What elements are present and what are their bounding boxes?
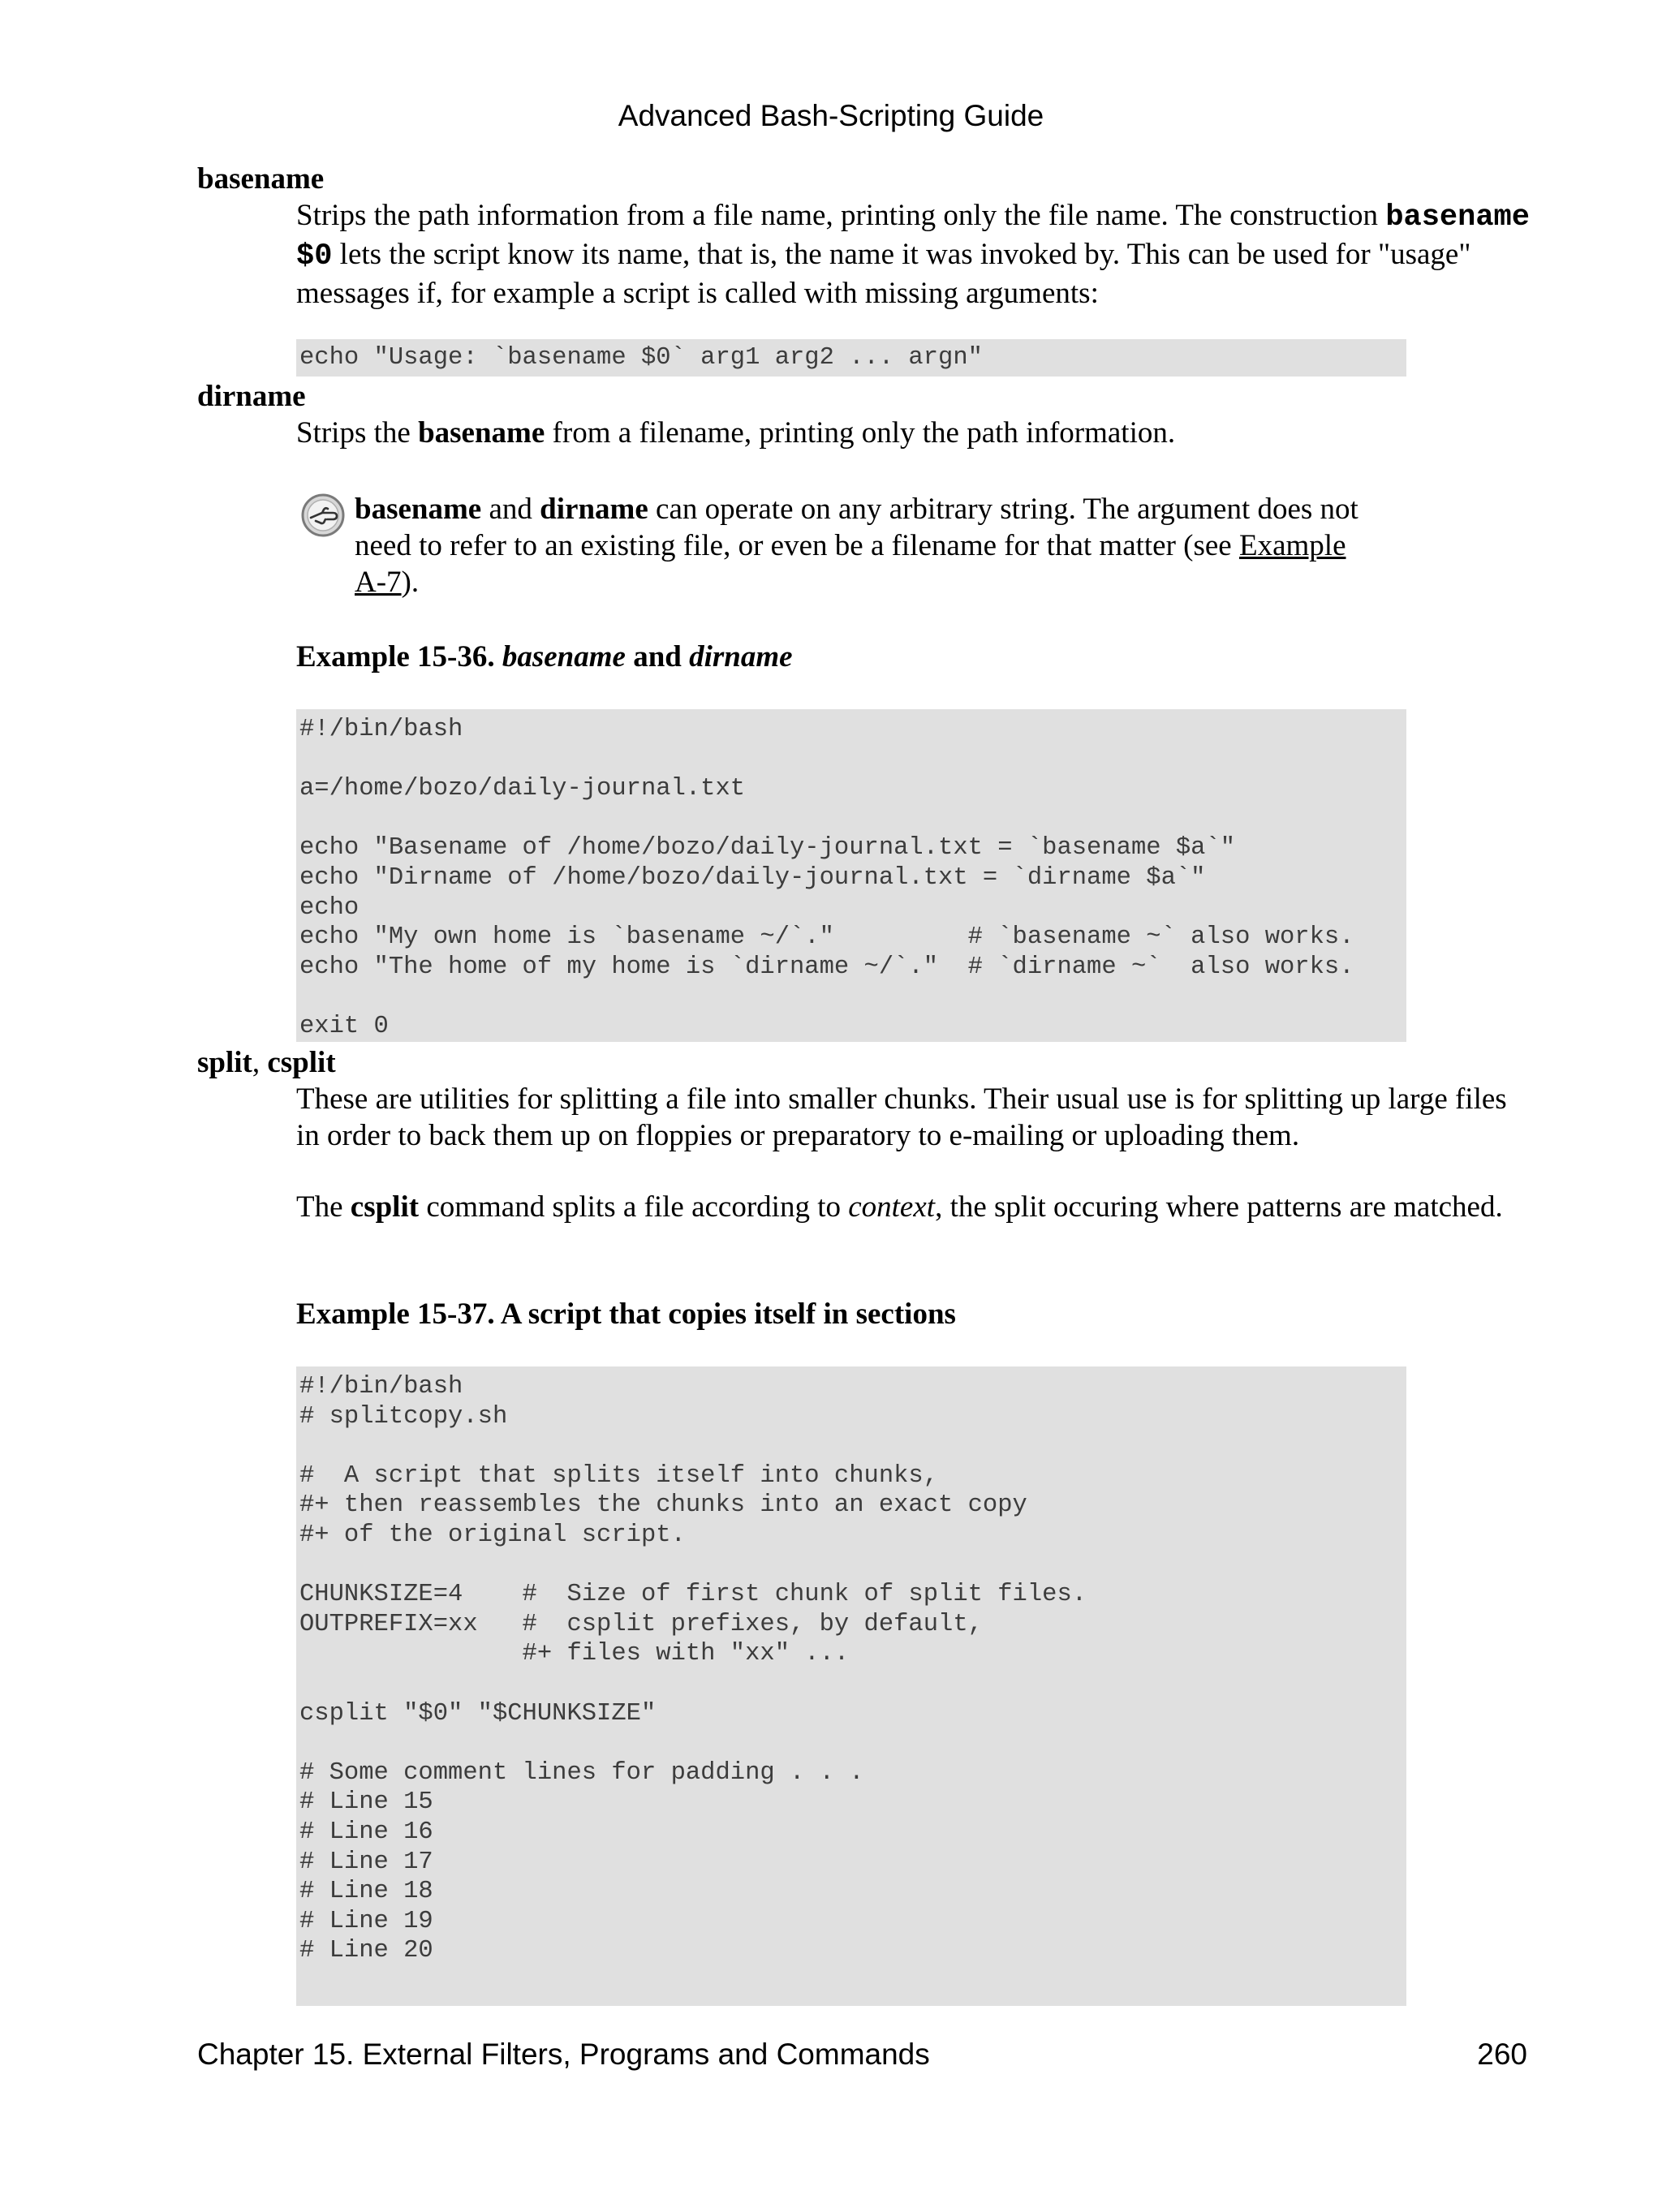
page-header: Advanced Bash-Scripting Guide	[618, 99, 1044, 132]
example-15-36-italic-dirname: dirname	[689, 640, 793, 673]
term-basename: basename	[197, 162, 325, 196]
note-bold-dirname: dirname	[540, 493, 648, 526]
example-15-36-label: Example 15-36.	[296, 640, 502, 673]
csplit-desc-italic: context	[848, 1190, 936, 1224]
split-description: These are utilities for splitting a file into smaller chunks. Their usual use is for splitting up large files in order to back them up on floppies or preparatory to e-mailing or uploading them.	[296, 1082, 1507, 1152]
note-text-and: and	[481, 493, 540, 526]
csplit-desc-bold: csplit	[350, 1190, 420, 1224]
basename-description	[296, 197, 1530, 312]
dirname-desc-text-1: Strips the	[296, 416, 419, 450]
term-separator: ,	[252, 1046, 268, 1079]
example-a7-link[interactable]: Example A-7	[355, 529, 1346, 599]
term-split-csplit	[197, 1044, 336, 1082]
note-text-end: ).	[401, 566, 420, 599]
csplit-desc-text-1: The	[296, 1190, 351, 1224]
example-15-37-code: #!/bin/bash # splitcopy.sh # A script that splits itself into chunks, #+ then reassembles the chunks into an exact copy #+ of the original script. CHUNKSIZE=4 # Size of first chunk of split files. OUTPREFIX=xx # csplit prefixes, by default, #+ files with "xx" ... csplit "$0" "$CHUNKSIZE" # Some comment lines for padding . . . # Line 15 # Line 16 # Line 17 # Line 18 # Line 19 # Line 20	[296, 1366, 1406, 2006]
dirname-desc-text-2: from a filename, printing only the path information.	[545, 416, 1176, 450]
note-bold-basename: basename	[355, 493, 482, 526]
example-15-36-code: #!/bin/bash a=/home/bozo/daily-journal.txt echo "Basename of /home/bozo/daily-journal.txt = `basename $a`" echo "Dirname of /home/bozo/daily-journal.txt = `dirname $a`" echo echo "My own home is `basename ~/`." # `basename ~` also works. echo "The home of my home is `dirname ~/`." # `dirname ~` also works. exit 0	[296, 709, 1406, 1042]
footer-chapter: Chapter 15. External Filters, Programs and Commands	[197, 2038, 930, 2071]
basename-desc-text-2: lets the script know its name, that is, the name it was invoked by. This can be used for "usage" messages if, for example a script is called with missing arguments:	[296, 238, 1471, 310]
note-text	[355, 491, 1377, 600]
basename-usage-code: echo "Usage: `basename $0` arg1 arg2 ... argn"	[296, 339, 1406, 377]
note-hand-icon	[300, 493, 346, 538]
example-15-36-title	[296, 639, 793, 676]
term-csplit: csplit	[267, 1046, 336, 1079]
csplit-desc-text-3: , the split occuring where patterns are matched.	[935, 1190, 1503, 1224]
term-split: split	[197, 1046, 252, 1079]
note-text-body: can operate on any arbitrary string. The argument does not need to refer to an existing file, or even be a filename for that matter (see	[355, 493, 1358, 562]
term-dirname: dirname	[197, 380, 306, 413]
example-15-36-and: and	[625, 640, 690, 673]
dirname-description	[296, 415, 1530, 451]
csplit-description	[296, 1189, 1530, 1225]
csplit-desc-text-2: command splits a file according to	[419, 1190, 849, 1224]
basename-desc-text-1: Strips the path information from a file name, printing only the file name. The construction	[296, 199, 1379, 232]
basename-inline-code: basename $0	[296, 200, 1530, 273]
dirname-desc-bold: basename	[418, 416, 545, 450]
example-15-36-italic-basename: basename	[502, 640, 626, 673]
example-15-37-title: Example 15-37. A script that copies itself in sections	[296, 1298, 956, 1331]
footer-page-number: 260	[1477, 2038, 1527, 2071]
